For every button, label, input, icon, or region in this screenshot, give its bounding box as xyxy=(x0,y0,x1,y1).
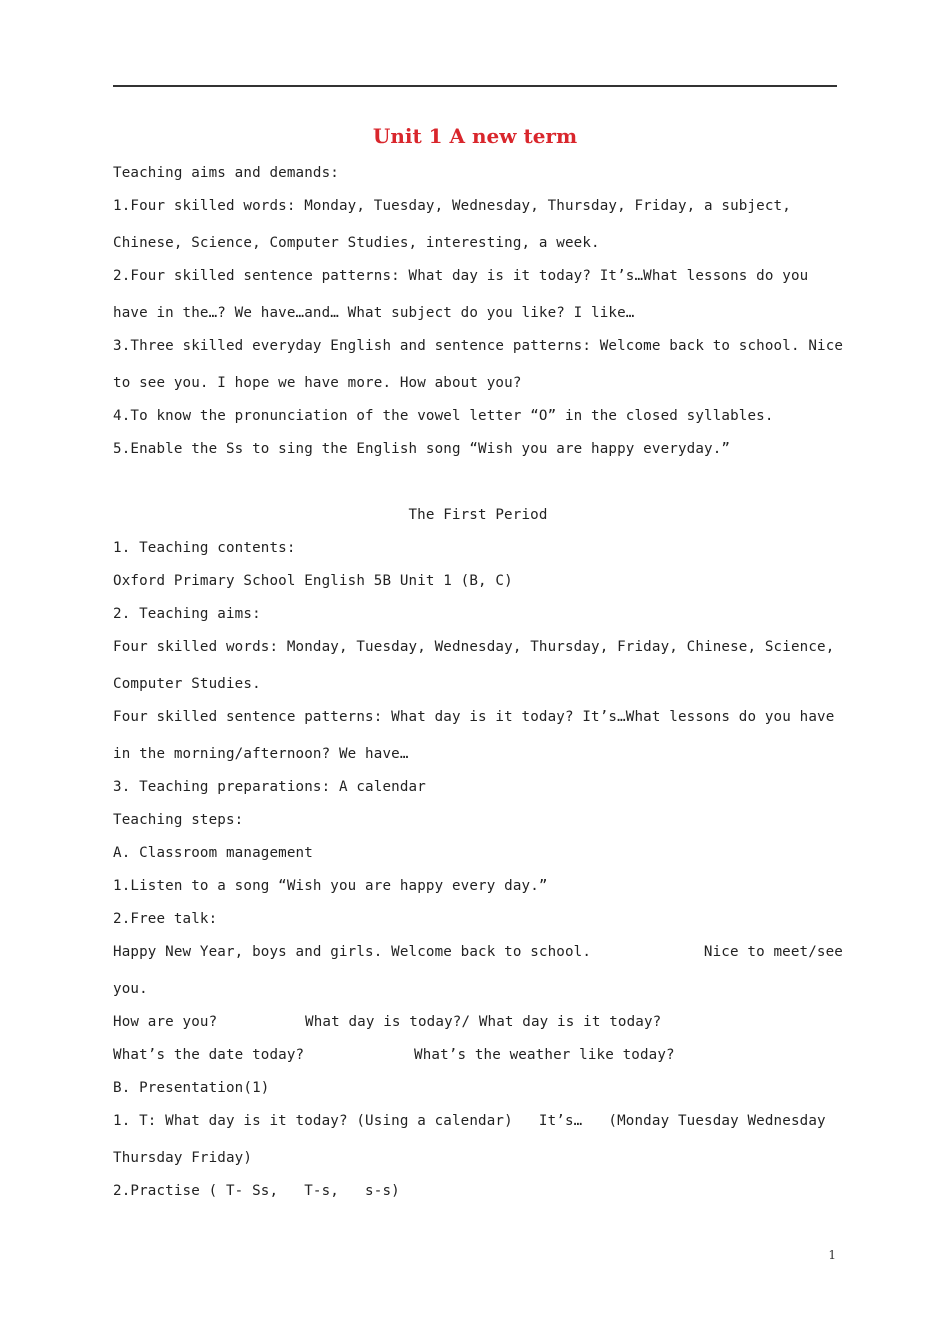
sentence-patterns-line-1: Four skilled sentence patterns: What day is it today? It’s…What lessons do you have xyxy=(113,709,835,725)
free-talk-nice-to-meet: Nice to meet/see xyxy=(703,944,843,960)
free-talk-date: What’s the date today? xyxy=(113,1047,305,1063)
step-a-1: 1.Listen to a song “Wish you are happy every day.” xyxy=(113,878,548,894)
sentence-patterns-line-2: in the morning/afternoon? We have… xyxy=(113,746,409,762)
aim-3-line-1: 3.Three skilled everyday English and sentence patterns: Welcome back to school. Nice xyxy=(113,338,844,354)
teaching-contents-body: Oxford Primary School English 5B Unit 1 (B, C) xyxy=(113,573,513,589)
aim-2-line-1: 2.Four skilled sentence patterns: What day is it today? It’s…What lessons do you xyxy=(113,268,809,284)
step-a-2: 2.Free talk: xyxy=(113,911,218,927)
aim-1-line-1: 1.Four skilled words: Monday, Tuesday, Wednesday, Thursday, Friday, a subject, xyxy=(113,198,791,214)
free-talk-line-2 xyxy=(113,1011,843,1044)
skilled-words-line-1: Four skilled words: Monday, Tuesday, Wednesday, Thursday, Friday, Chinese, Science, xyxy=(113,639,835,655)
free-talk-line-1-cont: you. xyxy=(113,981,148,997)
free-talk-weather: What’s the weather like today? xyxy=(414,1047,675,1063)
free-talk-how-are-you: How are you? xyxy=(113,1014,218,1030)
step-b-heading: B. Presentation(1) xyxy=(113,1080,270,1096)
aim-1-line-2: Chinese, Science, Computer Studies, interesting, a week. xyxy=(113,235,600,251)
period-title: The First Period xyxy=(408,507,548,523)
free-talk-what-day: What day is today?/ What day is it today? xyxy=(305,1014,662,1030)
document-title: Unit 1 A new term xyxy=(372,124,578,148)
header-rule xyxy=(113,85,837,87)
step-b-1-line-2: Thursday Friday) xyxy=(113,1150,253,1166)
teaching-steps-heading: Teaching steps: xyxy=(113,812,244,828)
aims-heading: Teaching aims and demands: xyxy=(113,165,339,181)
free-talk-line-3 xyxy=(113,1044,843,1077)
teaching-aims-heading: 2. Teaching aims: xyxy=(113,606,261,622)
free-talk-greeting: Happy New Year, boys and girls. Welcome back to school. xyxy=(113,944,592,960)
step-b-2: 2.Practise ( T- Ss, T-s, s-s) xyxy=(113,1183,400,1199)
step-a-heading: A. Classroom management xyxy=(113,845,313,861)
document-body xyxy=(113,162,843,1213)
step-b-1-line-1: 1. T: What day is it today? (Using a calendar) It’s… (Monday Tuesday Wednesday xyxy=(113,1113,826,1129)
aim-4: 4.To know the pronunciation of the vowel letter “O” in the closed syllables. xyxy=(113,408,774,424)
teaching-preparations: 3. Teaching preparations: A calendar xyxy=(113,779,426,795)
free-talk-line-1 xyxy=(113,941,843,978)
aim-3-line-2: to see you. I hope we have more. How about you? xyxy=(113,375,522,391)
skilled-words-line-2: Computer Studies. xyxy=(113,676,261,692)
page-number: 1 xyxy=(828,1248,836,1262)
aim-2-line-2: have in the…? We have…and… What subject do you like? I like… xyxy=(113,305,635,321)
aim-5: 5.Enable the Ss to sing the English song “Wish you are happy everyday.” xyxy=(113,441,731,457)
teaching-contents-heading: 1. Teaching contents: xyxy=(113,540,296,556)
